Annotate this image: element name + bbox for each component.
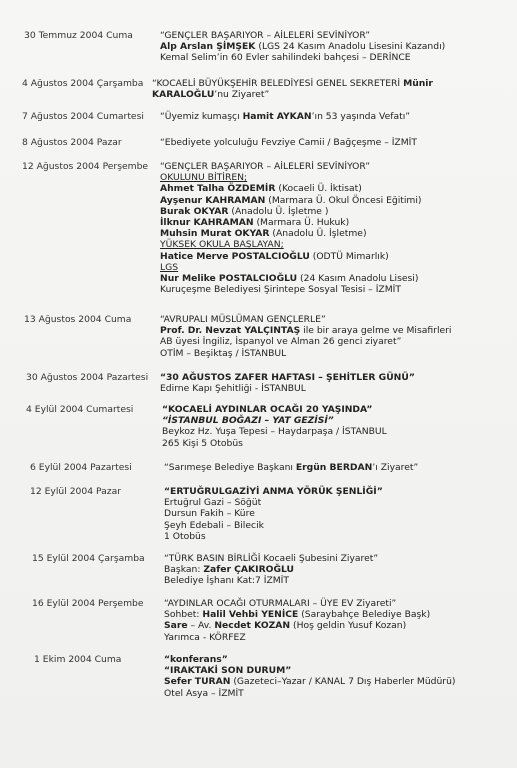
entry-line bbox=[160, 30, 510, 41]
entry-date: 1 Ekim 2004 Cuma bbox=[34, 654, 122, 665]
text-segment: ’ın 53 yaşında Vefatı” bbox=[311, 111, 411, 122]
text-segment: (Gazeteci–Yazar / KANAL 7 Dış Haberler Müdürü) bbox=[230, 676, 456, 688]
entry-date: 12 Ağustos 2004 Perşembe bbox=[22, 161, 149, 172]
entry-line bbox=[164, 632, 514, 643]
entry-line bbox=[164, 564, 514, 575]
text-segment: (Anadolu Ü. İşletme ) bbox=[228, 205, 329, 217]
text-segment: (Hoş geldin Yusuf Kozan) bbox=[290, 620, 407, 632]
text-segment: YAT GEZİSİ bbox=[272, 415, 328, 427]
text-segment: “IRAKTAKİ SON DURUM” bbox=[164, 665, 292, 677]
text-segment: Prof. Dr. Nevzat YALÇINTAŞ bbox=[160, 325, 301, 337]
entry-line bbox=[160, 239, 510, 250]
text-segment: Şeyh Edebali – Bilecik bbox=[164, 519, 264, 531]
entry-line bbox=[162, 438, 512, 449]
entry-line bbox=[160, 251, 510, 262]
text-segment: (Marmara Ü. Hukuk) bbox=[253, 217, 350, 229]
entry-line bbox=[164, 508, 514, 519]
entry-line bbox=[162, 415, 512, 426]
text-segment: “GENÇLER BAŞARIYOR – AİLELERİ SEVİNİYOR” bbox=[160, 161, 370, 172]
entry-line bbox=[164, 609, 514, 620]
text-segment: Alp Arslan ŞİMŞEK bbox=[160, 41, 256, 53]
text-segment: “Ebediyete yolculuğu Fevziye Camii / Bağçeşme – İZMİT bbox=[160, 137, 417, 148]
entry-date: 12 Eylül 2004 Pazar bbox=[30, 486, 121, 497]
entry-description bbox=[160, 30, 510, 64]
text-segment: “AVRUPALI MÜSLÜMAN GENÇLERLE” bbox=[160, 314, 326, 325]
text-segment: (Marmara Ü. Okul Öncesi Eğitimi) bbox=[265, 194, 422, 206]
entry-description bbox=[164, 553, 514, 587]
entry-line bbox=[160, 195, 510, 206]
entry-line bbox=[160, 161, 510, 172]
text-segment: Belediye İşhanı Kat:7 İZMİT bbox=[164, 575, 290, 587]
text-segment: “İSTANBUL BOĞAZI – bbox=[162, 415, 273, 427]
entry-description bbox=[160, 137, 510, 148]
text-segment: (24 Kasım Anadolu Lisesi) bbox=[297, 273, 419, 285]
text-segment: “ERTUĞRULGAZİYİ ANMA YÖRÜK ŞENLİĞİ” bbox=[164, 486, 383, 497]
entry-description bbox=[164, 486, 514, 542]
text-segment: Dursun Fakih – Küre bbox=[164, 508, 255, 520]
text-segment: Necdet KOZAN bbox=[214, 620, 291, 632]
entry-line bbox=[160, 137, 510, 148]
text-segment: 265 Kişi 5 Otobüs bbox=[162, 437, 243, 449]
text-segment: ’nu Ziyaret” bbox=[214, 89, 270, 101]
text-segment: Burak OKYAR bbox=[160, 205, 229, 217]
text-segment: “30 AĞUSTOS ZAFER HAFTASI – ŞEHİTLER GÜNÜ” bbox=[160, 372, 415, 383]
entry-description bbox=[160, 111, 510, 122]
entry-line bbox=[152, 78, 502, 89]
text-segment: Muhsin Murat OKYAR bbox=[160, 228, 270, 240]
text-segment: Ertuğrul Gazi – Söğüt bbox=[164, 497, 262, 509]
entry-line bbox=[164, 665, 514, 676]
entry-description bbox=[152, 78, 502, 100]
entry-date: 13 Ağustos 2004 Cuma bbox=[24, 314, 132, 325]
entry-line bbox=[164, 531, 514, 542]
entry-line bbox=[160, 183, 510, 194]
text-segment: “AYDINLAR OCAĞI OTURMALARI – ÜYE EV Ziyareti” bbox=[164, 598, 397, 609]
entry-line bbox=[164, 620, 514, 631]
text-segment: OTİM – Beşiktaş / İSTANBUL bbox=[160, 347, 287, 359]
entry-line bbox=[160, 372, 510, 383]
text-segment: “KOCAELİ BÜYÜKŞEHİR BELEDİYESİ GENEL SEKRETERİ bbox=[152, 78, 404, 89]
entry-line bbox=[164, 486, 514, 497]
entry-line bbox=[160, 336, 510, 347]
entry-description bbox=[162, 404, 512, 449]
entry-description bbox=[160, 314, 510, 359]
entry-line bbox=[160, 273, 510, 284]
text-segment: “konferans” bbox=[164, 654, 228, 665]
text-segment: (LGS 24 Kasım Anadolu Lisesini Kazandı) bbox=[255, 41, 446, 53]
text-segment: Başkan: bbox=[164, 564, 204, 576]
text-segment: Edirne Kapı Şehitliği - İSTANBUL bbox=[160, 383, 306, 395]
entry-line bbox=[160, 52, 510, 63]
text-segment: Kemal Selim’in 60 Evler sahilindeki bahçesi – DERİNCE bbox=[160, 52, 411, 64]
entry-line bbox=[160, 383, 510, 394]
entry-line bbox=[164, 654, 514, 665]
text-segment: OKULUNU BİTİREN; bbox=[160, 172, 248, 184]
entry-date: 7 Ağustos 2004 Cumartesi bbox=[22, 111, 144, 122]
entry-line bbox=[160, 348, 510, 359]
entry-description bbox=[160, 372, 510, 394]
entry-line bbox=[160, 172, 510, 183]
entry-line bbox=[160, 284, 510, 295]
entry-line bbox=[162, 426, 512, 437]
text-segment: “KOCAELİ AYDINLAR OCAĞI 20 YAŞINDA” bbox=[162, 404, 373, 415]
text-segment: Beykoz Hz. Yuşa Tepesi – Haydarpaşa / İSTANBUL bbox=[162, 426, 387, 438]
entry-date: 4 Eylül 2004 Cumartesi bbox=[26, 404, 134, 415]
text-segment: Sare bbox=[164, 620, 188, 632]
entry-line bbox=[164, 520, 514, 531]
text-segment: LGS bbox=[160, 261, 179, 273]
text-segment: ile bir araya gelme ve Misafirleri bbox=[300, 325, 452, 337]
entry-line bbox=[152, 89, 502, 100]
text-segment: İlknur KAHRAMAN bbox=[160, 217, 254, 229]
text-segment: “TÜRK BASIN BİRLİĞİ Kocaeli Şubesini Ziyaret” bbox=[164, 553, 379, 564]
entry-line bbox=[160, 325, 510, 336]
text-segment: 1 Otobüs bbox=[164, 530, 206, 542]
entry-date: 16 Eylül 2004 Perşembe bbox=[32, 598, 144, 609]
text-segment: Halil Vehbi YENİCE bbox=[202, 609, 299, 621]
text-segment: YÜKSEK OKULA BAŞLAYAN; bbox=[160, 239, 284, 251]
text-segment: Hamit AYKAN bbox=[242, 111, 312, 122]
entry-line bbox=[160, 228, 510, 239]
text-segment: Otel Asya – İZMİT bbox=[164, 687, 244, 699]
entry-date: 15 Eylül 2004 Çarşamba bbox=[32, 553, 145, 564]
text-segment: ’ı Ziyaret” bbox=[372, 462, 419, 473]
text-segment: Hatice Merve POSTALCIOĞLU bbox=[160, 250, 310, 262]
text-segment: (Saraybahçe Belediye Başk) bbox=[298, 609, 431, 621]
text-segment: Zafer ÇAKIROĞLU bbox=[203, 564, 294, 576]
text-segment: KARALOĞLU bbox=[152, 89, 215, 101]
entry-line bbox=[164, 598, 514, 609]
entry-description bbox=[164, 654, 514, 699]
text-segment: (Anadolu Ü. İşletme) bbox=[269, 228, 367, 240]
text-segment: Sefer TURAN bbox=[164, 676, 231, 688]
entry-line bbox=[160, 262, 510, 273]
text-segment: Ahmet Talha ÖZDEMİR bbox=[160, 183, 276, 195]
entry-date: 6 Eylül 2004 Pazartesi bbox=[30, 462, 132, 473]
entry-date: 30 Ağustos 2004 Pazartesi bbox=[26, 372, 149, 383]
entry-date: 30 Temmuz 2004 Cuma bbox=[24, 30, 133, 41]
text-segment: “Sarımeşe Belediye Başkanı bbox=[164, 462, 296, 473]
text-segment: Sohbet: bbox=[164, 609, 203, 621]
text-segment: ” bbox=[327, 415, 334, 427]
entry-description bbox=[164, 462, 514, 473]
entry-line bbox=[164, 553, 514, 564]
text-segment: Yarımca - KÖRFEZ bbox=[164, 631, 246, 643]
text-segment: Ayşenur KAHRAMAN bbox=[160, 194, 266, 206]
text-segment: (Kocaeli Ü. İktisat) bbox=[275, 183, 362, 195]
entry-date: 4 Ağustos 2004 Çarşamba bbox=[22, 78, 144, 89]
entry-line bbox=[160, 314, 510, 325]
entry-date: 8 Ağustos 2004 Pazar bbox=[22, 137, 122, 148]
entry-line bbox=[164, 575, 514, 586]
entry-line bbox=[160, 217, 510, 228]
entry-line bbox=[164, 462, 514, 473]
text-segment: “GENÇLER BAŞARIYOR – AİLELERİ SEVİNİYOR” bbox=[160, 30, 370, 41]
entry-line bbox=[162, 404, 512, 415]
text-segment: AB üyesi İngiliz, İspanyol ve Alman 26 genci ziyaret” bbox=[160, 336, 402, 348]
entry-line bbox=[160, 206, 510, 217]
entry-line bbox=[164, 497, 514, 508]
text-segment: (ODTÜ Mimarlık) bbox=[309, 250, 389, 262]
text-segment: Kuruçeşme Belediyesi Şirintepe Sosyal Tesisi – İZMİT bbox=[160, 284, 401, 296]
entry-description bbox=[160, 161, 510, 295]
text-segment: Ergün BERDAN bbox=[295, 462, 373, 473]
entry-line bbox=[164, 688, 514, 699]
text-segment: Nur Melike POSTALCIOĞLU bbox=[160, 273, 298, 285]
entry-description bbox=[164, 598, 514, 643]
entry-line bbox=[164, 676, 514, 687]
entry-line bbox=[160, 41, 510, 52]
text-segment: – Av. bbox=[187, 620, 215, 632]
text-segment: “Üyemiz kumaşçı bbox=[160, 111, 243, 122]
text-segment: Münir bbox=[403, 78, 433, 89]
entry-line bbox=[160, 111, 510, 122]
